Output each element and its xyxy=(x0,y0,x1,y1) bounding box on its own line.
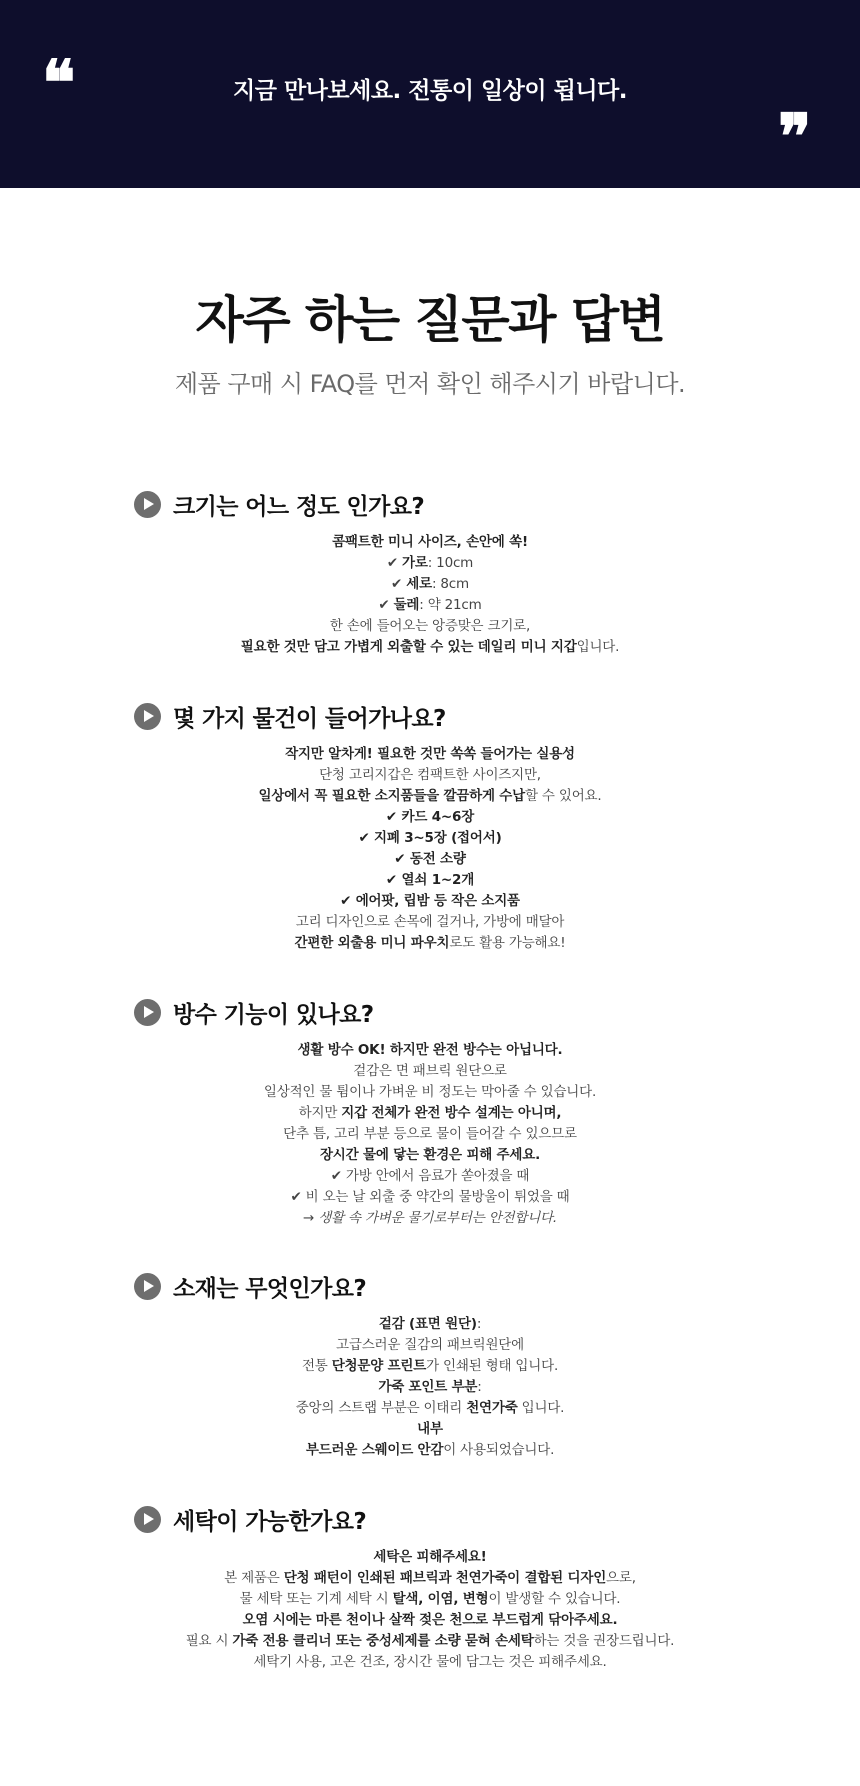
faq-subtitle: 제품 구매 시 FAQ를 먼저 확인 해주시기 바랍니다. xyxy=(174,370,686,398)
answer-text: 물 세탁 또는 기계 세탁 시 xyxy=(239,1591,393,1607)
answer-line xyxy=(130,1419,730,1440)
answer-text: ✔ 에어팟, 립밤 등 작은 소지품 xyxy=(340,893,520,909)
faq-answer-size xyxy=(130,532,730,658)
answer-line xyxy=(130,1082,730,1103)
answer-text: 일상에서 꼭 필요한 소지품들을 깔끔하게 수납 xyxy=(258,788,525,804)
answer-text: 본 제품은 xyxy=(224,1570,284,1586)
answer-line xyxy=(130,595,730,616)
answer-text: 필요 시 xyxy=(185,1633,233,1649)
answer-text: 이 사용되었습니다. xyxy=(443,1442,555,1458)
answer-line xyxy=(130,1314,730,1335)
answer-text: 지갑 전체가 완전 방수 설계는 아니며, xyxy=(341,1105,562,1121)
play-circle-icon xyxy=(134,703,161,730)
answer-text: ✔ xyxy=(386,555,403,571)
answer-text: ✔ 비 오는 날 외출 중 약간의 물방울이 튀었을 때 xyxy=(290,1189,570,1205)
answer-line xyxy=(130,828,730,849)
answer-text: ✔ 가방 안에서 음료가 쏟아졌을 때 xyxy=(330,1168,530,1184)
answer-line xyxy=(130,616,730,637)
answer-text: 입니다. xyxy=(576,639,620,655)
answer-text: 가죽 전용 클리너 또는 중성세제를 소량 묻혀 손세탁 xyxy=(232,1633,534,1649)
answer-text: 할 수 있어요. xyxy=(525,788,602,804)
answer-line xyxy=(130,553,730,574)
answer-line xyxy=(130,574,730,595)
answer-text: ✔ 지폐 3~5장 (접어서) xyxy=(358,830,502,846)
answer-text: 세로 xyxy=(406,576,432,592)
answer-text: 단추 틈, 고리 부분 등으로 물이 들어갈 수 있으므로 xyxy=(283,1126,577,1142)
answer-text: : 8cm xyxy=(431,576,469,592)
answer-text: ✔ xyxy=(378,597,394,613)
answer-text: 콤팩트한 미니 사이즈, 손안에 쏙! xyxy=(332,534,528,550)
answer-text: 전통 xyxy=(301,1358,332,1374)
answer-text: ✔ xyxy=(391,576,407,592)
play-circle-icon xyxy=(134,1273,161,1300)
faq-answer-waterproof xyxy=(130,1040,730,1229)
answer-text: → xyxy=(303,1210,319,1226)
answer-text: 이 발생할 수 있습니다. xyxy=(488,1591,621,1607)
open-quote-icon: ❝ xyxy=(42,46,76,119)
faq-question-capacity xyxy=(134,701,446,731)
answer-line xyxy=(130,1377,730,1398)
question-text: 크기는 어느 정도 인가요? xyxy=(173,493,425,520)
close-quote-icon: ❞ xyxy=(778,100,812,173)
answer-text: : xyxy=(476,1316,482,1332)
answer-text: : xyxy=(477,1379,482,1395)
answer-text: 가죽 포인트 부분 xyxy=(378,1379,478,1395)
answer-text: 단청 패턴이 인쇄된 패브릭과 천연가죽이 결합된 디자인 xyxy=(283,1570,607,1586)
answer-text: 내부 xyxy=(417,1421,443,1437)
question-text: 세탁이 가능한가요? xyxy=(173,1508,367,1535)
answer-line xyxy=(130,933,730,954)
answer-line xyxy=(130,637,730,658)
answer-text: ✔ 카드 4~6장 xyxy=(385,809,475,825)
play-circle-icon xyxy=(134,999,161,1026)
answer-text: 간편한 외출용 미니 파우치 xyxy=(294,935,450,951)
answer-text: 한 손에 들어오는 앙증맞은 크기로, xyxy=(329,618,531,634)
answer-line xyxy=(130,849,730,870)
answer-text: 생활 방수 OK! 하지만 완전 방수는 아닙니다. xyxy=(297,1042,563,1058)
answer-text: 생활 속 가벼운 물기로부터는 안전합니다. xyxy=(318,1210,557,1226)
answer-text: 하지만 xyxy=(298,1105,342,1121)
answer-text: 필요한 것만 담고 가볍게 외출할 수 있는 데일리 미니 지갑 xyxy=(240,639,577,655)
play-circle-icon xyxy=(134,1506,161,1533)
answer-line xyxy=(130,1335,730,1356)
answer-line xyxy=(130,744,730,765)
answer-line xyxy=(130,786,730,807)
answer-text: 탈색, 이염, 변형 xyxy=(392,1591,489,1607)
answer-text: 가 인쇄된 형태 입니다. xyxy=(426,1358,559,1374)
answer-text: 오염 시에는 마른 천이나 살짝 젖은 천으로 부드럽게 닦아주세요. xyxy=(242,1612,618,1628)
answer-text: 으로, xyxy=(606,1570,636,1586)
faq-question-washing xyxy=(134,1504,366,1534)
answer-text: 부드러운 스웨이드 안감 xyxy=(305,1442,444,1458)
answer-text: : 10cm xyxy=(427,555,474,571)
answer-text: 작지만 알차게! 필요한 것만 쏙쏙 들어가는 실용성 xyxy=(285,746,575,762)
answer-text: ✔ 동전 소량 xyxy=(394,851,466,867)
answer-text: 단청문양 프린트 xyxy=(331,1358,427,1374)
answer-line xyxy=(130,1061,730,1082)
answer-text: 하는 것을 권장드립니다. xyxy=(533,1633,675,1649)
banner-tagline: 지금 만나보세요. 전통이 일상이 됩니다. xyxy=(233,78,627,104)
answer-text: 고급스러운 질감의 패브릭원단에 xyxy=(336,1337,524,1353)
answer-line xyxy=(130,1610,730,1631)
question-text: 소재는 무엇인가요? xyxy=(173,1275,367,1302)
answer-line xyxy=(130,1187,730,1208)
answer-line xyxy=(130,1356,730,1377)
answer-text: 고리 디자인으로 손목에 걸거나, 가방에 매달아 xyxy=(295,914,565,930)
answer-line xyxy=(130,891,730,912)
faq-title: 자주 하는 질문과 답변 xyxy=(195,291,665,349)
answer-line xyxy=(130,1631,730,1652)
answer-text: 세탁기 사용, 고온 건조, 장시간 물에 담그는 것은 피해주세요. xyxy=(253,1654,607,1670)
answer-line xyxy=(130,1166,730,1187)
answer-text: 로도 활용 가능해요! xyxy=(449,935,566,951)
answer-line xyxy=(130,1398,730,1419)
answer-line xyxy=(130,1652,730,1673)
answer-line xyxy=(130,765,730,786)
answer-line xyxy=(130,912,730,933)
answer-text: 단청 고리지갑은 컴팩트한 사이즈지만, xyxy=(319,767,541,783)
faq-question-material xyxy=(134,1271,366,1301)
answer-line xyxy=(130,1208,730,1229)
faq-answer-capacity xyxy=(130,744,730,954)
answer-text: ✔ 열쇠 1~2개 xyxy=(385,872,475,888)
answer-text: 세탁은 피해주세요! xyxy=(373,1549,487,1565)
faq-question-waterproof xyxy=(134,997,374,1027)
answer-line xyxy=(130,1589,730,1610)
answer-line xyxy=(130,1547,730,1568)
top-banner xyxy=(0,0,860,188)
answer-text: 겉감은 면 패브릭 원단으로 xyxy=(353,1063,507,1079)
answer-text: : 약 21cm xyxy=(419,597,482,613)
answer-line xyxy=(130,532,730,553)
answer-line xyxy=(130,1103,730,1124)
answer-line xyxy=(130,807,730,828)
answer-line xyxy=(130,1124,730,1145)
answer-line xyxy=(130,1440,730,1461)
question-text: 몇 가지 물건이 들어가나요? xyxy=(173,705,446,732)
answer-text: 가로 xyxy=(402,555,428,571)
answer-text: 둘레 xyxy=(393,597,420,613)
faq-question-size xyxy=(134,489,424,519)
answer-text: 중앙의 스트랩 부분은 이태리 xyxy=(295,1400,467,1416)
faq-answer-washing xyxy=(130,1547,730,1673)
answer-line xyxy=(130,870,730,891)
play-circle-icon xyxy=(134,491,161,518)
question-text: 방수 기능이 있나요? xyxy=(173,1001,374,1028)
answer-text: 겉감 (표면 원단) xyxy=(378,1316,477,1332)
answer-line xyxy=(130,1568,730,1589)
faq-answer-material xyxy=(130,1314,730,1461)
answer-text: 입니다. xyxy=(517,1400,565,1416)
answer-line xyxy=(130,1040,730,1061)
answer-text: 일상적인 물 튐이나 가벼운 비 정도는 막아줄 수 있습니다. xyxy=(263,1084,597,1100)
answer-text: 천연가죽 xyxy=(466,1400,518,1416)
answer-line xyxy=(130,1145,730,1166)
answer-text: 장시간 물에 닿는 환경은 피해 주세요. xyxy=(319,1147,541,1163)
